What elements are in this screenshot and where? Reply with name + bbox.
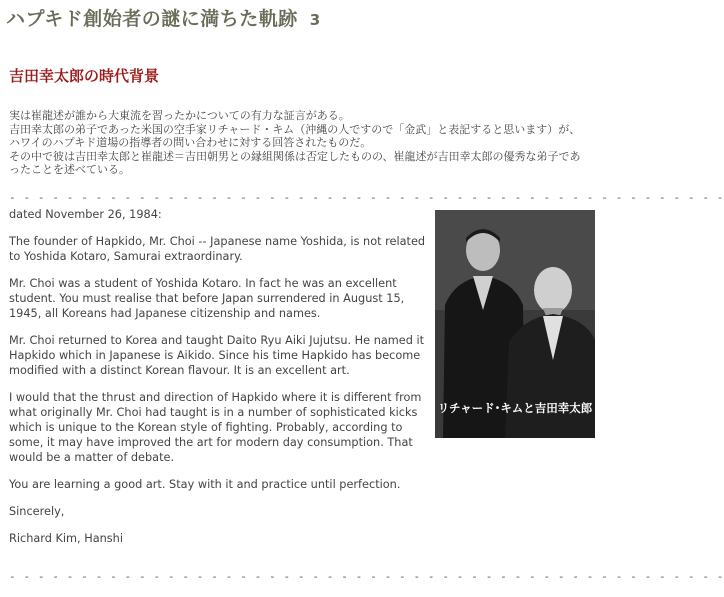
- section-heading: 吉田幸太郎の時代背景: [9, 67, 160, 85]
- portrait-photo: [435, 210, 595, 438]
- intro-text: [9, 109, 591, 177]
- photo-frame: [435, 210, 595, 438]
- letter-paragraph: I would that the thrust and direction of Hapkido where it is different from what originally Mr. Choi had taught is in a number of sophisticated kicks which is unique to the Korean style of fighting. Probably, according to some, it may have improved the art for modern day consumption. That would be a matter of debate.: [9, 391, 422, 464]
- page-title-text: ハプキド創始者の謎に満ちた軌跡: [6, 8, 298, 30]
- letter-paragraph: Mr. Choi was a student of Yoshida Kotaro. In fact he was an excellent student. You must realise that before Japan surrendered in August 15, 1945, all Koreans had Japanese citizenship and names.: [9, 277, 405, 320]
- photo-caption: リチャード･キムと吉田幸太郎: [437, 401, 593, 415]
- intro-paragraph: 実は崔龍述が誰から大東流を習ったかについての有力な証言がある。: [9, 109, 350, 122]
- letter-closing: Sincerely,: [9, 505, 65, 518]
- page-title: [6, 4, 321, 31]
- intro-paragraph: 吉田幸太郎の弟子であった米国の空手家リチャード・キム（沖縄の人ですので「金武」と表記すると思います）が、ハワイのハプキド道場の指導者の問い合わせに対する回答されたものだ。: [9, 122, 581, 150]
- intro-paragraph: その中で彼は吉田幸太郎と崔龍述＝吉田朝男との縁組関係は否定したものの、崔龍述が吉田幸太郎の優秀な弟子であったことを述べている。: [9, 149, 581, 177]
- letter-paragraph: The founder of Hapkido, Mr. Choi -- Japanese name Yoshida, is not related to Yoshida Kotaro, Samurai extraordinary.: [9, 235, 426, 263]
- divider-bottom: - - - - - - - - - - - - - - - - - - - - - - - - - - - - - - - - - - - - - - - - - - - - - - - - - -: [9, 570, 724, 583]
- letter-signature: Richard Kim, Hanshi: [9, 532, 123, 545]
- divider-top: - - - - - - - - - - - - - - - - - - - - - - - - - - - - - - - - - - - - - - - - - - - - - - - - - -: [9, 191, 724, 204]
- letter-body: [9, 207, 595, 546]
- letter-date: dated November 26, 1984:: [9, 208, 162, 221]
- letter-paragraph: Mr. Choi returned to Korea and taught Daito Ryu Aiki Jujutsu. He named it Hapkido which in Japanese is Aikido. Since his time Hapkido has become modified with a distinct Korean flavour. It is an excellent art.: [9, 334, 425, 377]
- letter-paragraph: You are learning a good art. Stay with it and practice until perfection.: [9, 478, 401, 491]
- page-number: 3: [309, 11, 321, 29]
